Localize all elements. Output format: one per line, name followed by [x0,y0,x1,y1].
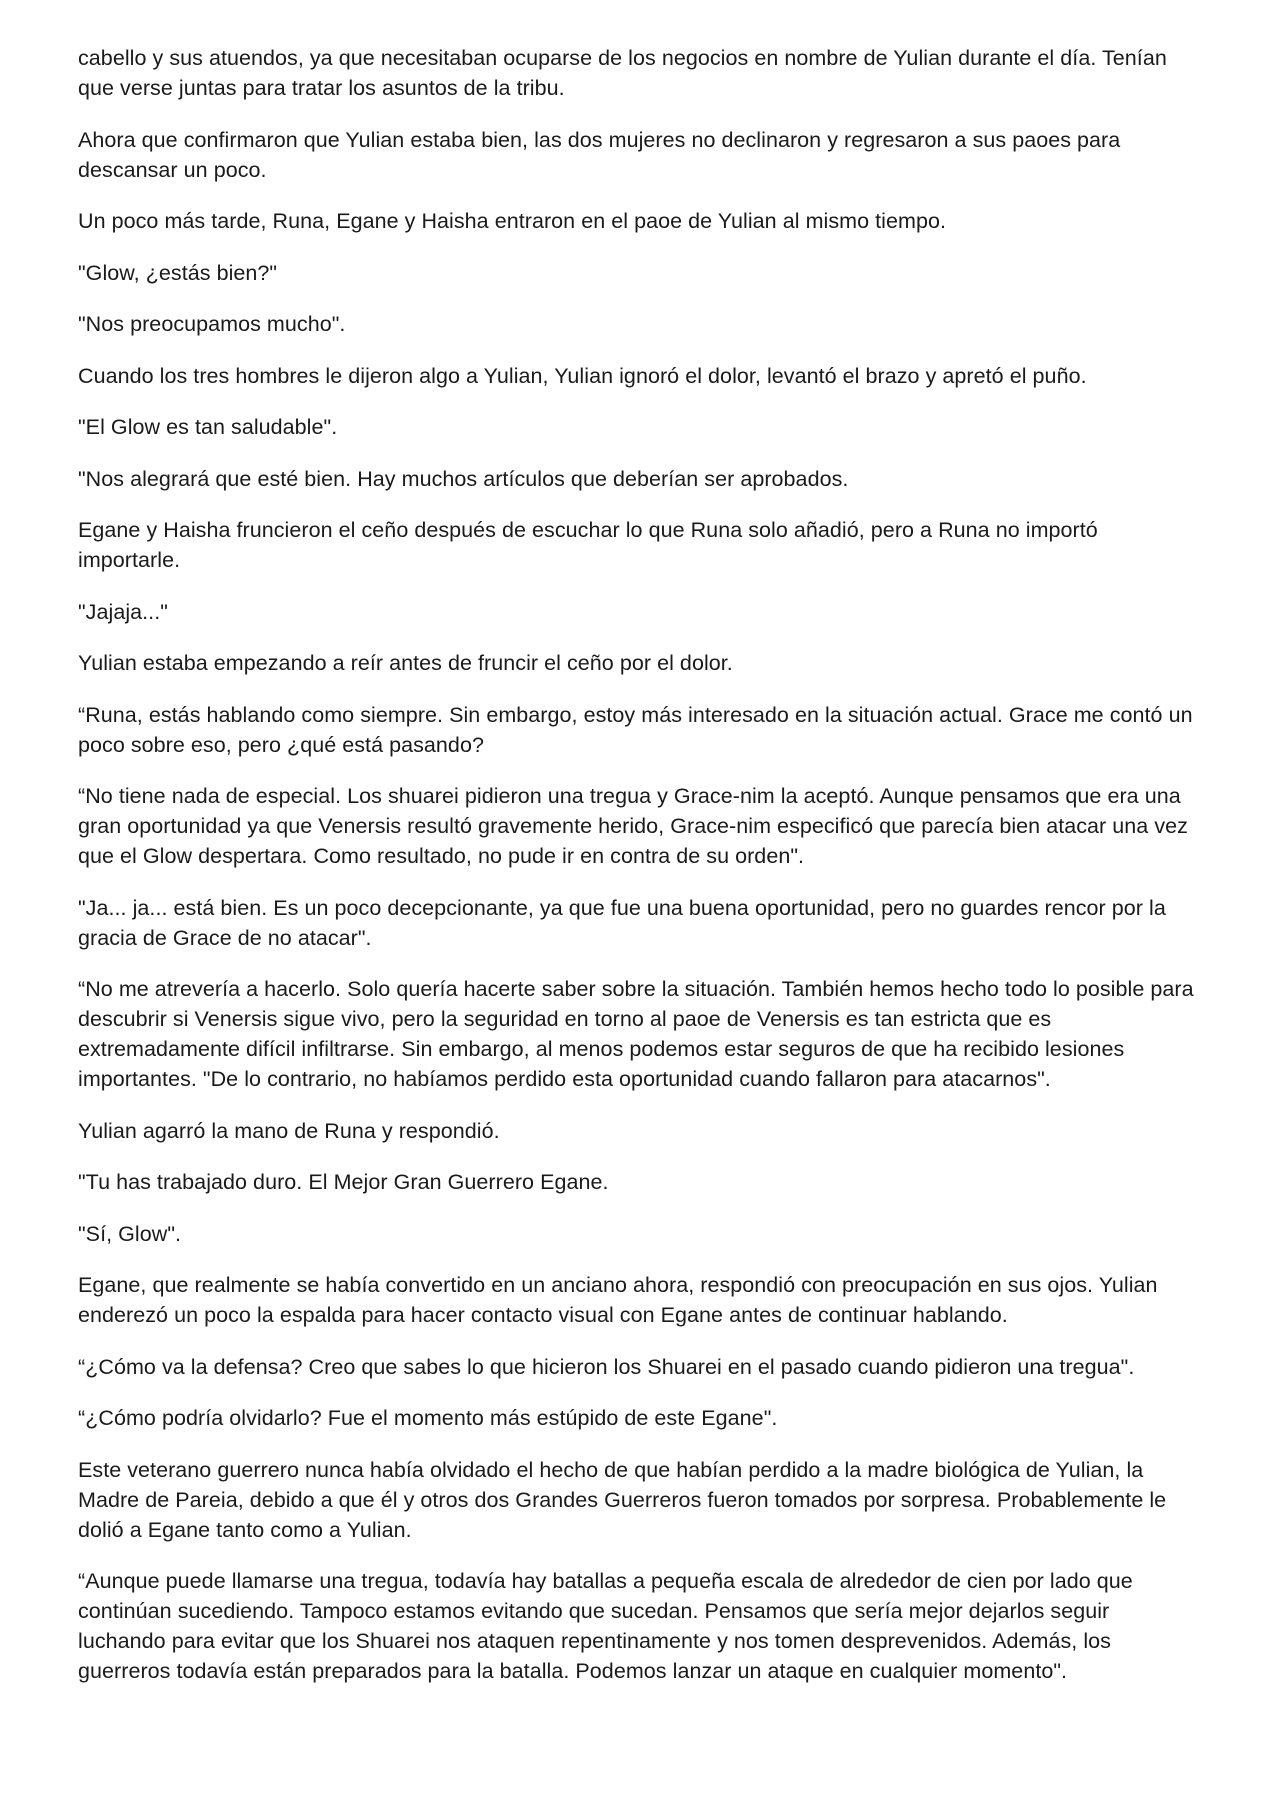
paragraph: Este veterano guerrero nunca había olvidado el hecho de que habían perdido a la madre biológica de Yulian, la Madre de Pareia, debido a que él y otros dos Grandes Guerreros fueron tomados por sorpresa. Probablemente le dolió a Egane tanto como a Yulian. [78,1457,1167,1542]
paragraph: Ahora que confirmaron que Yulian estaba bien, las dos mujeres no declinaron y regresaron a sus paoes para descansar un poco. [78,127,1121,182]
paragraph: "Nos alegrará que esté bien. Hay muchos artículos que deberían ser aprobados. [78,466,849,491]
paragraph: Yulian agarró la mano de Runa y respondió. [78,1118,500,1143]
paragraph: Un poco más tarde, Runa, Egane y Haisha entraron en el paoe de Yulian al mismo tiempo. [78,209,946,233]
paragraph: Egane y Haisha fruncieron el ceño después de escuchar lo que Runa solo añadió, pero a Runa no importó importarle. [78,518,1098,572]
paragraph: "Nos preocupamos mucho". [78,312,346,336]
paragraph: "Sí, Glow". [78,1221,182,1246]
paragraph: “¿Cómo va la defensa? Creo que sabes lo que hicieron los Shuarei en el pasado cuando pidieron una tregua". [78,1354,1135,1379]
paragraph: Yulian estaba empezando a reír antes de fruncir el ceño por el dolor. [78,651,733,675]
paragraph: Egane, que realmente se había convertido en un anciano ahora, respondió con preocupación en sus ojos. Yulian enderezó un poco la espalda para hacer contacto visual con Egane antes de continuar hablando. [78,1273,1158,1327]
paragraph: “No tiene nada de especial. Los shuarei pidieron una tregua y Grace-nim la aceptó. Aunque pensamos que era una gran oportunidad ya que Venersis resultó gravemente herido, Grace-nim especificó que parecía bien atacar una vez que el Glow despertara. Como resultado, no pude ir en contra de su orden". [78,784,1188,868]
paragraph: "Tu has trabajado duro. El Mejor Gran Guerrero Egane. [78,1170,609,1194]
paragraph: "Glow, ¿estás bien?" [78,260,278,285]
document-body [78,43,1200,1686]
paragraph: "Jajaja..." [78,599,168,624]
paragraph: "El Glow es tan saludable". [78,415,338,439]
paragraph: “Runa, estás hablando como siempre. Sin embargo, estoy más interesado en la situación actual. Grace me contó un poco sobre eso, pero ¿qué está pasando? [78,702,1193,757]
paragraph: cabello y sus atuendos, ya que necesitaban ocuparse de los negocios en nombre de Yulian durante el día. Tenían que verse juntas para tratar los asuntos de la tribu. [78,46,1167,100]
paragraph: “No me atrevería a hacerlo. Solo quería hacerte saber sobre la situación. También hemos hecho todo lo posible para descubrir si Venersis sigue vivo, pero la seguridad en torno al paoe de Venersis es tan estricta que es extremadamente difícil infiltrarse. Sin embargo, al menos podemos estar seguros de que ha recibido lesiones importantes. "De lo contrario, no habíamos perdido esta oportunidad cuando fallaron para atacarnos". [78,977,1194,1091]
paragraph: "Ja... ja... está bien. Es un poco decepcionante, ya que fue una buena oportunidad, pero no guardes rencor por la gracia de Grace de no atacar". [78,895,1166,950]
paragraph: Cuando los tres hombres le dijeron algo a Yulian, Yulian ignoró el dolor, levantó el brazo y apretó el puño. [78,363,1087,388]
paragraph: “Aunque puede llamarse una tregua, todavía hay batallas a pequeña escala de alrededor de cien por lado que continúan sucediendo. Tampoco estamos evitando que sucedan. Pensamos que sería mejor dejarlos seguir luchando para evitar que los Shuarei nos ataquen repentinamente y nos tomen desprevenidos. Además, los guerreros todavía están preparados para la batalla. Podemos lanzar un ataque en cualquier momento". [78,1569,1133,1683]
paragraph: “¿Cómo podría olvidarlo? Fue el momento más estúpido de este Egane". [78,1406,778,1430]
